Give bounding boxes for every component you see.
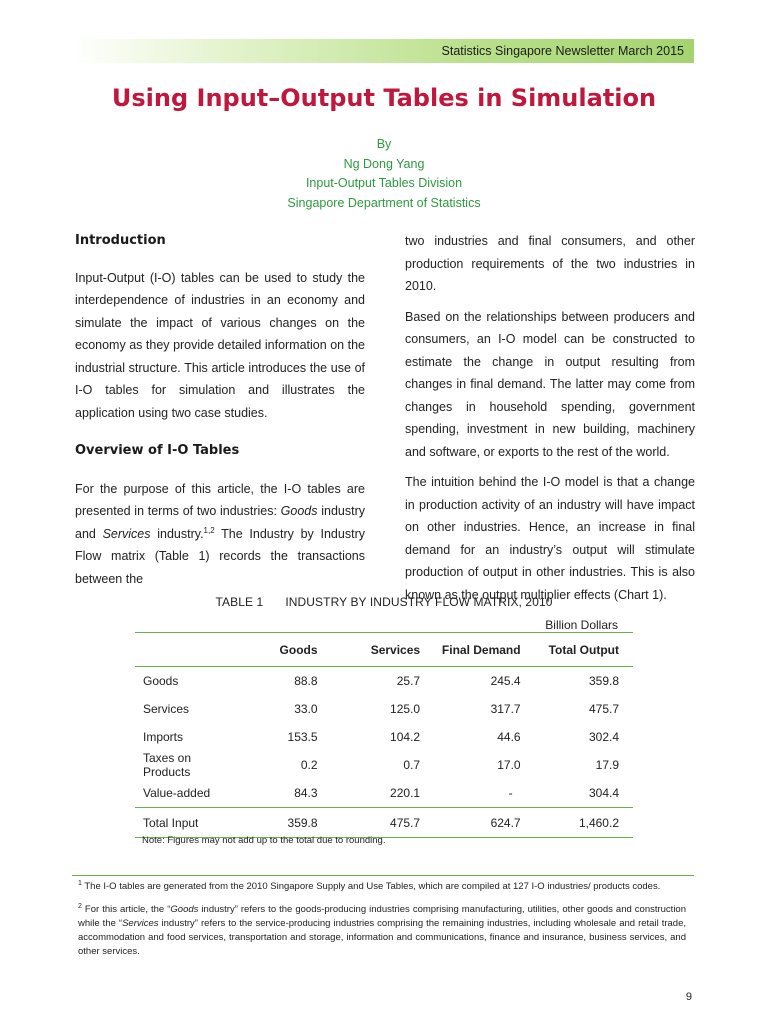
- table-cell: 245.4: [490, 674, 521, 688]
- newsletter-header: [72, 39, 694, 63]
- right-paragraph-1: two industries and final consumers, and other production requirements of the two industries in 2010.: [405, 234, 695, 293]
- column-header: Final Demand: [430, 633, 541, 667]
- row-label: Imports: [143, 730, 184, 744]
- table-cell: 44.6: [497, 730, 521, 744]
- table-cell: 17.0: [497, 758, 521, 772]
- row-label: Services: [143, 702, 190, 716]
- table-cell: 84.3: [294, 786, 318, 800]
- row-label: Total Input: [135, 808, 235, 838]
- footnote-2-services-term: Services: [122, 918, 159, 929]
- table-header-row: [135, 633, 633, 667]
- io-flow-table: [135, 632, 633, 838]
- table-cell: 125.0: [390, 702, 421, 716]
- page-number: 9: [685, 991, 692, 1003]
- table-cell: 1,460.2: [541, 808, 633, 838]
- column-header: Services: [328, 633, 431, 667]
- overview-heading: Overview of I-O Tables: [75, 443, 240, 458]
- table-cell: 359.8: [588, 674, 619, 688]
- introduction-heading: Introduction: [75, 233, 166, 248]
- header-text: Statistics Singapore Newsletter March 2015: [441, 44, 684, 58]
- footnote-2-text-a: For this article, the “: [81, 904, 171, 915]
- row-label: Taxes on Products: [143, 751, 192, 779]
- footnote-2-text-c: industry” refers to the service-producing industries comprising the remaining industries, including wholesale and retail trade, accommodation and food services, transportation and storage, information and communications, finance and insurance, business services, and other services.: [78, 918, 686, 957]
- table-row: [135, 667, 633, 696]
- table-cell: -: [508, 786, 513, 800]
- right-paragraph-3: The intuition behind the I-O model is that a change in production activity of an industry will have impact on other industries. Hence, an increase in final demand for an industry’s output will stimulate production of output in other industries. This is also known as the output multiplier effects (Chart 1).: [405, 475, 695, 602]
- table-cell: 17.9: [595, 758, 619, 772]
- row-label: Goods: [143, 674, 179, 688]
- footnote-1-mark: 1: [78, 880, 82, 887]
- footnotes: [78, 880, 686, 968]
- byline-department: Singapore Department of Statistics: [287, 195, 481, 210]
- footnote-1: [78, 880, 686, 894]
- footnote-2-goods-term: Goods: [170, 904, 199, 915]
- table-cell: 25.7: [396, 674, 421, 688]
- table-cell: 624.7: [430, 808, 541, 838]
- overview-text-b: industry and: [75, 504, 365, 541]
- overview-text-c: industry.: [150, 526, 204, 541]
- table-cell: 359.8: [235, 808, 327, 838]
- byline: [0, 135, 768, 213]
- table-total-row: [135, 808, 633, 838]
- overview-text-d: The Industry by Industry Flow matrix (Table 1) records the transactions between the: [75, 526, 365, 586]
- table-row: [135, 695, 633, 723]
- byline-by: By: [376, 137, 392, 151]
- row-label: Value-added: [143, 786, 211, 800]
- byline-division: Input-Output Tables Division: [305, 176, 463, 191]
- table-corner-cell: [135, 633, 235, 667]
- introduction-paragraph: Input-Output (I-O) tables can be used to study the interdependence of industries in an economy and simulate the impact of various changes on the economy as they provide detailed information on the industrial structure. This article introduces the use of I-O tables for simulation and illustrates the application using two case studies.: [75, 270, 365, 420]
- table-row: [135, 751, 633, 779]
- table-note: Note: Figures may not add up to the total due to rounding.: [142, 835, 386, 846]
- table-caption: [0, 595, 768, 609]
- table-cell: 302.4: [588, 730, 619, 744]
- table-cell: 33.0: [294, 702, 318, 716]
- column-header: Total Output: [541, 633, 633, 667]
- table-cell: 304.4: [588, 786, 619, 800]
- table-number: TABLE 1: [215, 595, 264, 609]
- table-cell: 475.7: [588, 702, 619, 716]
- footnote-1-text: The I-O tables are generated from the 2010 Singapore Supply and Use Tables, which are compiled at 127 I-O industries/ products codes.: [81, 881, 661, 892]
- column-header: Goods: [235, 633, 327, 667]
- table-cell: 0.2: [300, 758, 318, 772]
- footnote-divider: [72, 875, 694, 876]
- left-column: [75, 230, 365, 590]
- overview-services-term: Services: [102, 526, 151, 541]
- table-title: INDUSTRY BY INDUSTRY FLOW MATRIX, 2010: [285, 595, 553, 609]
- table-row: [135, 723, 633, 751]
- byline-author: Ng Dong Yang: [343, 156, 425, 171]
- table-row: [135, 779, 633, 808]
- footnote-2-text-b: industry” refers to the goods-producing industries comprising manufacturing, utilities, other goods and construction while the “: [78, 904, 687, 929]
- table-cell: 153.5: [287, 730, 318, 744]
- right-paragraph-2: Based on the relationships between producers and consumers, an I-O model can be constructed to estimate the change in output resulting from changes in final demand. The latter may come from changes in household spending, government spending, investment in new building, machinery and software, or exports to the rest of the world.: [405, 309, 695, 459]
- table-cell: 0.7: [403, 758, 421, 772]
- table-cell: 104.2: [390, 730, 421, 744]
- table-units: Billion Dollars: [545, 618, 618, 632]
- table-cell: 88.8: [294, 674, 318, 688]
- table-cell: 220.1: [390, 786, 421, 800]
- footnote-2: [78, 903, 686, 959]
- footnote-2-mark: 2: [78, 903, 82, 910]
- overview-paragraph: [75, 478, 365, 591]
- right-column: [405, 230, 695, 606]
- article-title: Using Input–Output Tables in Simulation: [111, 84, 657, 112]
- footnote-ref: 1,2: [203, 525, 215, 535]
- overview-text-a: For the purpose of this article, the I-O tables are presented in terms of two industries:: [75, 481, 365, 518]
- overview-goods-term: Goods: [280, 504, 318, 518]
- table-cell: 475.7: [328, 808, 431, 838]
- table-cell: 317.7: [490, 702, 521, 716]
